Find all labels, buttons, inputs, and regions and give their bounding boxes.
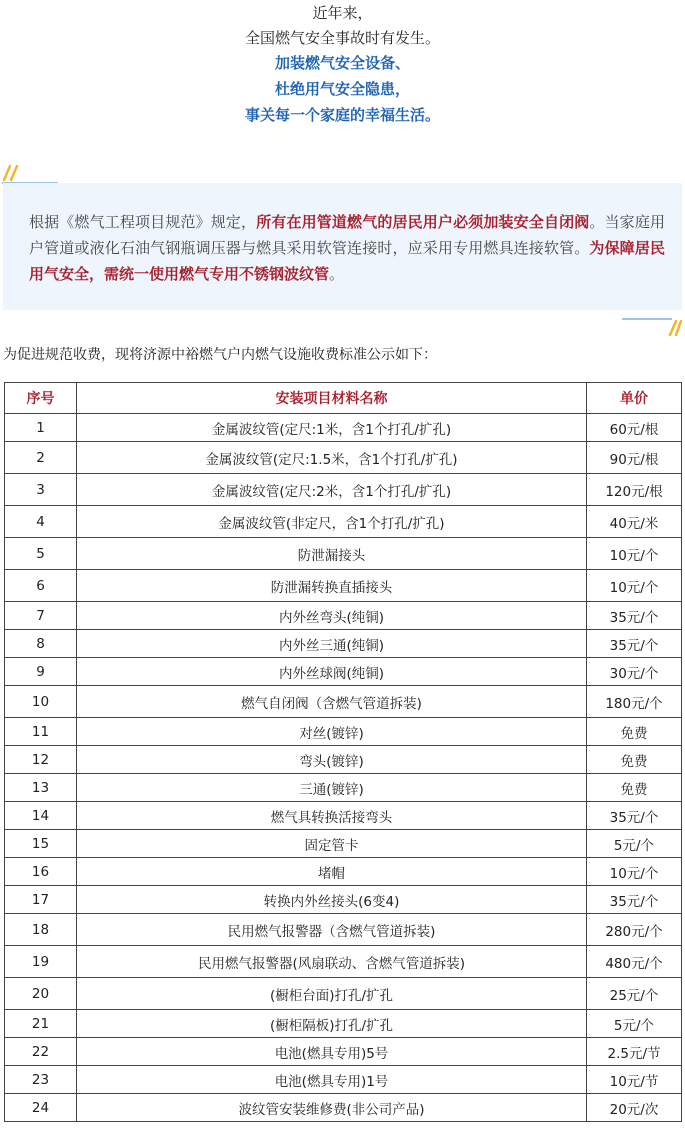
row-price: 35元/个 <box>587 630 682 658</box>
row-no: 4 <box>5 506 77 538</box>
regulation-quote-text <box>29 209 665 287</box>
table-row <box>5 414 682 442</box>
table-row <box>5 774 682 802</box>
regulation-quote-box <box>3 183 682 310</box>
row-name: 内外丝球阀(纯铜) <box>77 658 587 686</box>
quote-highlight-pipe: 为保障居民用气安全，需统一使用燃气专用不锈钢波纹管 <box>29 239 665 283</box>
row-price: 5元/个 <box>587 1010 682 1038</box>
row-no: 24 <box>5 1094 77 1122</box>
row-no: 6 <box>5 570 77 602</box>
row-price: 免费 <box>587 746 682 774</box>
row-no: 16 <box>5 858 77 886</box>
row-name: 电池(燃具专用)1号 <box>77 1066 587 1094</box>
table-row <box>5 914 682 946</box>
row-no: 14 <box>5 802 77 830</box>
table-row <box>5 978 682 1010</box>
row-price: 20元/次 <box>587 1094 682 1122</box>
table-row <box>5 802 682 830</box>
row-price: 280元/个 <box>587 914 682 946</box>
table-row <box>5 1010 682 1038</box>
row-name: 弯头(镀锌) <box>77 746 587 774</box>
quote-text-c: 。当家庭用户管道或液化石油气钢瓶调压器与燃具采用软管连接时，应采用专用燃具连接软管。 <box>29 213 665 257</box>
row-no: 15 <box>5 830 77 858</box>
header-no: 序号 <box>5 383 77 414</box>
row-no: 11 <box>5 718 77 746</box>
row-price: 2.5元/节 <box>587 1038 682 1066</box>
row-no: 8 <box>5 630 77 658</box>
row-price: 10元/个 <box>587 570 682 602</box>
row-price: 5元/个 <box>587 830 682 858</box>
table-row <box>5 658 682 686</box>
row-name: 固定管卡 <box>77 830 587 858</box>
row-no: 13 <box>5 774 77 802</box>
quote-text-e: 。 <box>329 265 345 283</box>
row-price: 120元/根 <box>587 474 682 506</box>
row-name: 堵帽 <box>77 858 587 886</box>
row-no: 21 <box>5 1010 77 1038</box>
fee-table <box>4 382 682 1122</box>
row-name: 转换内外丝接头(6变4) <box>77 886 587 914</box>
row-name: 内外丝弯头(纯铜) <box>77 602 587 630</box>
row-name: 金属波纹管(定尺:2米，含1个打孔/扩孔) <box>77 474 587 506</box>
row-name: 燃气自闭阀（含燃气管道拆装) <box>77 686 587 718</box>
row-no: 12 <box>5 746 77 774</box>
table-row <box>5 538 682 570</box>
table-row <box>5 686 682 718</box>
row-no: 20 <box>5 978 77 1010</box>
row-price: 60元/根 <box>587 414 682 442</box>
row-price: 10元/个 <box>587 858 682 886</box>
quote-highlight-valve: 所有在用管道燃气的居民用户必须加装安全自闭阀 <box>256 213 590 231</box>
table-row <box>5 570 682 602</box>
quote-corner-decoration-icon <box>0 160 60 184</box>
row-name: (橱柜台面)打孔/扩孔 <box>77 978 587 1010</box>
table-row <box>5 602 682 630</box>
row-price: 10元/个 <box>587 538 682 570</box>
intro-line-5: 事关每一个家庭的幸福生活。 <box>244 106 440 124</box>
row-name: 电池(燃具专用)5号 <box>77 1038 587 1066</box>
table-row <box>5 718 682 746</box>
quote-text-a: 根据《燃气工程项目规范》规定， <box>29 213 257 231</box>
table-row <box>5 630 682 658</box>
row-name: 内外丝三通(纯铜) <box>77 630 587 658</box>
intro-line-4: 杜绝用气安全隐患， <box>274 80 410 98</box>
table-row <box>5 886 682 914</box>
intro-line-1: 近年来， <box>312 4 373 22</box>
table-header-row <box>5 383 682 414</box>
row-price: 免费 <box>587 774 682 802</box>
table-row <box>5 506 682 538</box>
table-row <box>5 1038 682 1066</box>
table-row <box>5 830 682 858</box>
row-name: 金属波纹管(定尺:1米，含1个打孔/扩孔) <box>77 414 587 442</box>
table-row <box>5 474 682 506</box>
table-row <box>5 442 682 474</box>
row-name: 防泄漏转换直插接头 <box>77 570 587 602</box>
table-row <box>5 746 682 774</box>
row-price: 180元/个 <box>587 686 682 718</box>
row-price: 90元/根 <box>587 442 682 474</box>
row-name: 民用燃气报警器（含燃气管道拆装) <box>77 914 587 946</box>
row-price: 30元/个 <box>587 658 682 686</box>
row-name: 三通(镀锌) <box>77 774 587 802</box>
row-name: 防泄漏接头 <box>77 538 587 570</box>
row-name: 对丝(镀锌) <box>77 718 587 746</box>
row-price: 免费 <box>587 718 682 746</box>
row-name: 民用燃气报警器(风扇联动、含燃气管道拆装) <box>77 946 587 978</box>
row-no: 10 <box>5 686 77 718</box>
row-price: 40元/米 <box>587 506 682 538</box>
fee-notice-text: 为促进规范收费，现将济源中裕燃气户内燃气设施收费标准公示如下： <box>3 347 437 363</box>
row-no: 5 <box>5 538 77 570</box>
row-no: 19 <box>5 946 77 978</box>
row-name: 金属波纹管(非定尺，含1个打孔/扩孔) <box>77 506 587 538</box>
row-price: 480元/个 <box>587 946 682 978</box>
table-row <box>5 946 682 978</box>
row-price: 35元/个 <box>587 602 682 630</box>
row-no: 2 <box>5 442 77 474</box>
row-price: 35元/个 <box>587 886 682 914</box>
header-price: 单价 <box>587 383 682 414</box>
row-no: 9 <box>5 658 77 686</box>
row-name: 燃气具转换活接弯头 <box>77 802 587 830</box>
row-name: 金属波纹管(定尺:1.5米，含1个打孔/扩孔) <box>77 442 587 474</box>
table-row <box>5 1094 682 1122</box>
row-no: 3 <box>5 474 77 506</box>
quote-corner-decoration-icon <box>622 316 682 340</box>
table-row <box>5 858 682 886</box>
table-row <box>5 1066 682 1094</box>
intro-line-2: 全国燃气安全事故时有发生。 <box>244 29 440 47</box>
row-price: 35元/个 <box>587 802 682 830</box>
row-price: 10元/节 <box>587 1066 682 1094</box>
row-no: 1 <box>5 414 77 442</box>
intro-line-3: 加装燃气安全设备、 <box>274 54 410 72</box>
header-name: 安装项目材料名称 <box>77 383 587 414</box>
row-no: 23 <box>5 1066 77 1094</box>
row-no: 17 <box>5 886 77 914</box>
row-name: (橱柜隔板)打孔/扩孔 <box>77 1010 587 1038</box>
row-no: 18 <box>5 914 77 946</box>
row-no: 22 <box>5 1038 77 1066</box>
row-name: 波纹管安装维修费(非公司产品) <box>77 1094 587 1122</box>
row-no: 7 <box>5 602 77 630</box>
row-price: 25元/个 <box>587 978 682 1010</box>
